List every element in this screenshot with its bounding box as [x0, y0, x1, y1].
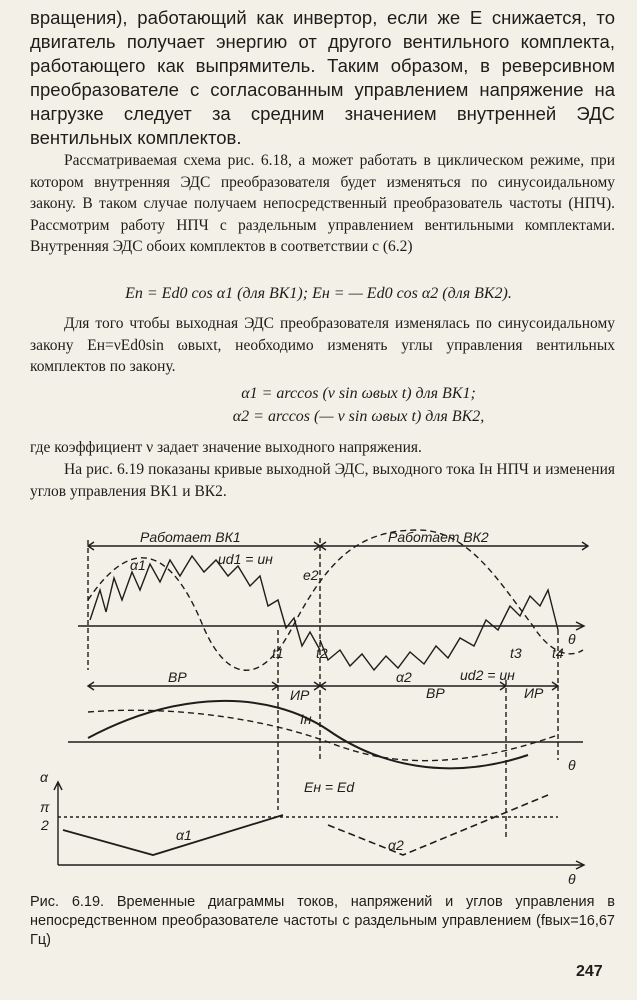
curve-alpha1 — [63, 815, 283, 855]
paragraph-cyclic-mode: Рассматриваемая схема рис. 6.18, а может работать в циклическом режиме, при котором внутренняя ЭДС преобразователя будет изменяться по синусоидальному закону. В таком случае получаем непосредственный преобразователь частоты (НПЧ). Рассмотрим работу НПЧ с раздельным управлением вентильными комплектами. Внутренняя ЭДС обоих комплектов в соответствии с (6.2) — [30, 152, 615, 255]
label-ud1: ud1 = uн — [218, 551, 273, 567]
label-alpha-axis: α — [40, 769, 48, 785]
label-pi: π — [40, 799, 50, 815]
timing-diagram — [28, 520, 618, 890]
label-alpha1-bottom: α1 — [176, 827, 192, 843]
label-works-vk1: Работает ВК1 — [140, 529, 241, 545]
label-works-vk2: Работает ВК2 — [388, 529, 489, 545]
label-theta-2: θ — [568, 757, 576, 773]
label-t1: t1 — [272, 645, 284, 661]
label-ud2: ud2 = uн — [460, 667, 515, 683]
curve-en-ed — [88, 710, 558, 760]
figure-caption: Рис. 6.19. Временные диаграммы токов, напряжений и углов управления в непосредственном преобразователе частоты с раздельным управлением (fвых=16,67 Гц) — [30, 894, 615, 948]
label-alpha1-top: α1 — [130, 557, 146, 573]
label-bp-1: ВР — [168, 669, 187, 685]
formula-alpha2: α2 = arccos (— ν sin ωвых t) для ВК2, — [232, 408, 485, 425]
label-t3: t3 — [510, 645, 522, 661]
curve-alpha2 — [328, 795, 548, 855]
label-t2: t2 — [316, 645, 328, 661]
label-e2: e2 — [303, 567, 319, 583]
label-ip-1: ИР — [290, 687, 310, 703]
paragraph-coefficient: где коэффициент ν задает значение выходного напряжения. — [30, 439, 422, 456]
curve-ud1 — [90, 556, 320, 650]
label-t4: t4 — [552, 645, 564, 661]
label-theta-3: θ — [568, 871, 576, 887]
label-bp-2: ВР — [426, 685, 445, 701]
label-ip-2: ИР — [524, 685, 544, 701]
label-theta-1: θ — [568, 631, 576, 647]
lead-paragraph: вращения), работающий как инвертор, если же E снижается, то двигатель получает энергию от другого вентильного комплекта, работающего как выпрямитель. Таким образом, в реверсивном преобразователе с согласованным управлением напряжение на нагрузке следует за средним значением внутренней ЭДС вентильных комплектов. — [30, 7, 615, 148]
label-two: 2 — [41, 817, 49, 833]
label-in: Iн — [300, 711, 312, 727]
paragraph-output-emf: Для того чтобы выходная ЭДС преобразователя изменялась по синусоидальному закону Eн=νEd0sin ωвыхt, необходимо изменять углы управления вентильных комплектов по закону. — [30, 315, 615, 375]
figure-6-19 — [28, 520, 618, 890]
page-number: 247 — [576, 963, 603, 980]
paragraph-figure-ref: На рис. 6.19 показаны кривые выходной ЭДС, выходного тока Iн НПЧ и изменения углов управления ВК1 и ВК2. — [30, 461, 615, 500]
formula-emf: Eп = Ed0 cos α1 (для ВК1); Eн = — Ed0 cos α2 (для ВК2). — [125, 285, 512, 302]
label-alpha2-mid: α2 — [396, 669, 412, 685]
curve-ud2 — [320, 590, 558, 670]
label-alpha2-bottom: α2 — [388, 837, 404, 853]
label-en-ed: Eн = Ed — [304, 779, 355, 795]
curve-e-emf — [88, 530, 583, 670]
formula-alpha1: α1 = arccos (ν sin ωвых t) для ВК1; — [241, 385, 476, 402]
